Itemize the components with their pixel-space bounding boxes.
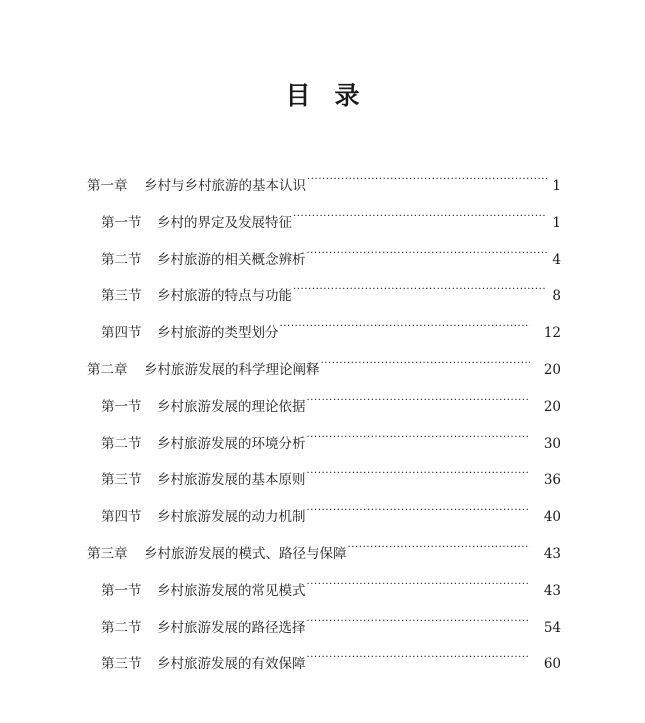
toc-page-number: 1 xyxy=(552,178,561,194)
toc-section-entry[interactable] xyxy=(101,610,561,636)
toc-entry-label: 第一节 xyxy=(101,582,142,599)
page-title xyxy=(0,76,645,112)
toc-leader-dots xyxy=(293,278,547,300)
toc-page-number: 36 xyxy=(543,472,561,489)
toc-chapter-entry[interactable] xyxy=(87,536,561,562)
toc-section-entry[interactable] xyxy=(101,462,561,489)
toc-chapter-entry[interactable] xyxy=(87,352,561,378)
toc-entry-title: 乡村旅游的特点与功能 xyxy=(157,288,292,305)
toc-page-number: 54 xyxy=(543,619,561,636)
toc-entry-label: 第三节 xyxy=(101,656,142,673)
toc-section-entry[interactable] xyxy=(101,499,561,526)
toc-leader-dots xyxy=(321,352,530,374)
toc-entry-label: 第四节 xyxy=(101,509,142,526)
toc-entry-title: 乡村旅游发展的模式、路径与保障 xyxy=(144,546,347,562)
toc-entry-label: 第一章 xyxy=(87,178,128,194)
toc-entry-title: 乡村旅游发展的路径选择 xyxy=(157,619,306,636)
toc-page-number: 4 xyxy=(552,251,561,268)
toc-page-number: 12 xyxy=(543,325,561,342)
toc-entry-label: 第一节 xyxy=(101,398,142,415)
title-char-2: 录 xyxy=(334,81,360,110)
toc-entry-label: 第二章 xyxy=(87,362,128,378)
toc-page-number: 40 xyxy=(543,509,561,526)
toc-section-entry[interactable] xyxy=(101,242,561,268)
toc-leader-dots xyxy=(307,168,547,190)
toc-section-entry[interactable] xyxy=(101,573,561,599)
toc-leader-dots xyxy=(307,499,530,521)
toc-page-number: 43 xyxy=(543,546,561,562)
toc-entry-label: 第三章 xyxy=(87,546,128,562)
toc-entry-label: 第三节 xyxy=(101,288,142,305)
toc-entry-label: 第一节 xyxy=(101,214,142,231)
toc-section-entry[interactable] xyxy=(101,315,561,342)
toc-section-entry[interactable] xyxy=(101,278,561,305)
toc-section-entry[interactable] xyxy=(101,205,561,231)
toc-entry-title: 乡村旅游发展的理论依据 xyxy=(157,398,306,415)
toc-entry-label: 第二节 xyxy=(101,251,142,268)
toc-page-number: 20 xyxy=(543,362,561,378)
toc-entry-label: 第二节 xyxy=(101,619,142,636)
toc-section-entry[interactable] xyxy=(101,426,561,452)
toc-entry-title: 乡村旅游发展的科学理论阐释 xyxy=(144,362,320,378)
toc-entry-title: 乡村旅游的类型划分 xyxy=(157,325,279,342)
toc-section-entry[interactable] xyxy=(101,389,561,415)
toc-section-entry[interactable] xyxy=(101,646,561,673)
toc-page-number: 1 xyxy=(552,214,561,231)
toc-entry-label: 第二节 xyxy=(101,435,142,452)
toc-entry-title: 乡村旅游的相关概念辨析 xyxy=(157,251,306,268)
toc-leader-dots xyxy=(348,536,530,558)
toc-leader-dots xyxy=(307,389,530,411)
toc-entry-label: 第四节 xyxy=(101,325,142,342)
toc-leader-dots xyxy=(307,610,530,632)
toc-entry-title: 乡村旅游发展的有效保障 xyxy=(157,656,306,673)
toc-page-number: 30 xyxy=(543,435,561,452)
toc-leader-dots xyxy=(307,573,530,595)
title-char-1: 目 xyxy=(285,81,311,110)
toc-entry-title: 乡村旅游发展的常见模式 xyxy=(157,582,306,599)
toc-chapter-entry[interactable] xyxy=(87,168,561,194)
toc-page-number: 43 xyxy=(543,582,561,599)
toc-entry-title: 乡村的界定及发展特征 xyxy=(157,214,292,231)
toc-entry-label: 第三节 xyxy=(101,472,142,489)
toc-entry-title: 乡村旅游发展的基本原则 xyxy=(157,472,306,489)
toc-leader-dots xyxy=(307,462,530,484)
toc-entry-title: 乡村旅游发展的动力机制 xyxy=(157,509,306,526)
toc-leader-dots xyxy=(280,315,530,337)
toc-leader-dots xyxy=(293,205,547,227)
toc-page-number: 20 xyxy=(543,398,561,415)
toc-leader-dots xyxy=(307,242,548,264)
toc-page-number: 60 xyxy=(543,656,561,673)
toc-entry-title: 乡村旅游发展的环境分析 xyxy=(157,435,306,452)
toc-leader-dots xyxy=(307,426,530,448)
toc-entry-title: 乡村与乡村旅游的基本认识 xyxy=(144,178,306,194)
toc-leader-dots xyxy=(307,646,530,668)
toc-page-number: 8 xyxy=(552,288,561,305)
